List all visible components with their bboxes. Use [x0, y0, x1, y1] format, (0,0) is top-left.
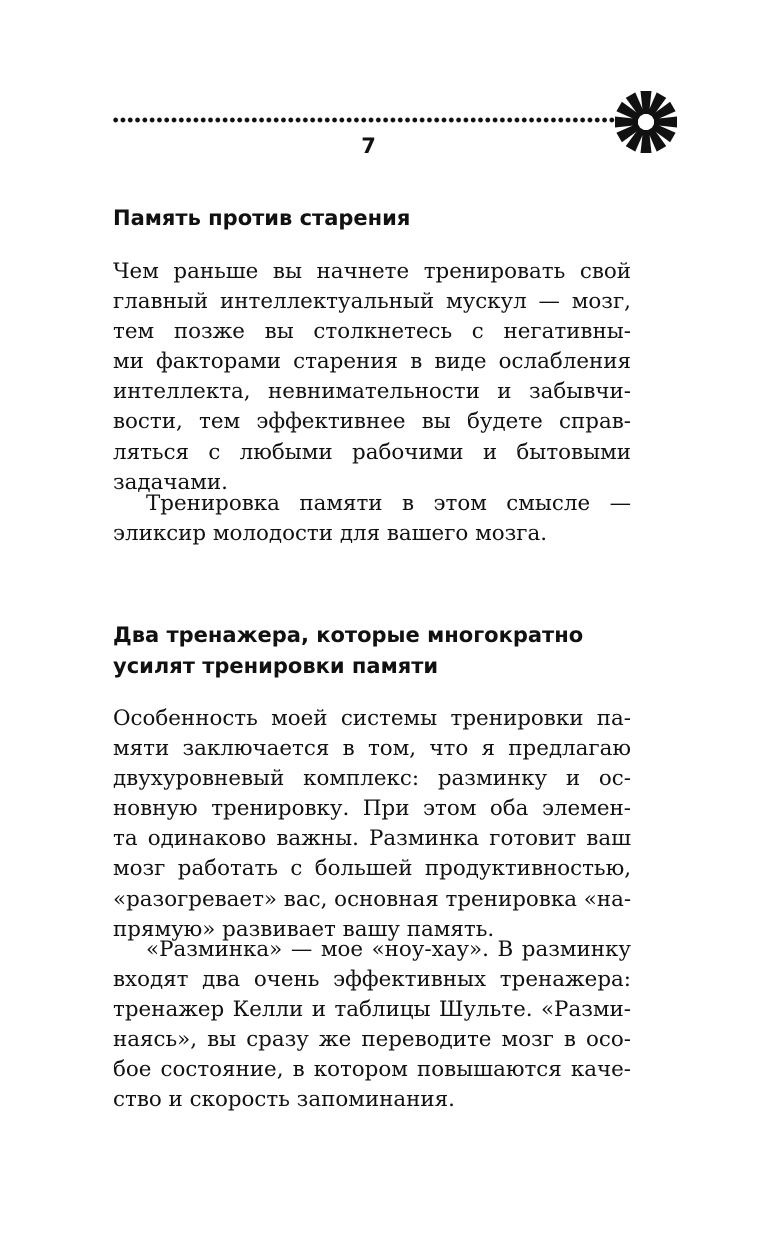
text-line: интеллекта, невнимательности и забывчи- — [113, 379, 631, 405]
text-line: прямую» развивает вашу память. — [113, 916, 495, 942]
text-line: мяти заключается в том, что я предлагаю — [113, 736, 631, 762]
text-line: тем позже вы столкнетесь с негативны- — [113, 319, 631, 345]
page-number: 7 — [361, 134, 377, 158]
heading-line: усилят тренировки памяти — [113, 654, 439, 678]
text-line: бое состояние, в котором повышаются каче- — [113, 1057, 631, 1083]
section-heading — [113, 203, 673, 234]
text-line: тренажер Келли и таблицы Шульте. «Разми- — [113, 997, 631, 1023]
section-heading — [113, 620, 673, 682]
text-line: главный интеллектуальный мускул — мозг, — [113, 289, 631, 315]
paragraph — [113, 489, 631, 549]
paragraph — [113, 257, 631, 498]
text-line: ство и скорость запоминания. — [113, 1087, 455, 1113]
text-line: наясь», вы сразу же переводите мозг в осо- — [113, 1027, 631, 1053]
text-line: «разогревает» вас, основная тренировка «на- — [113, 886, 632, 912]
text-line: эликсир молодости для вашего мозга. — [113, 521, 548, 547]
text-line: та одинаково важны. Разминка готовит ваш — [113, 826, 631, 852]
text-line: входят два очень эффективных тренажера: — [113, 967, 631, 993]
text-line: новную тренировку. При этом оба элемен- — [113, 796, 631, 822]
text-line: Особенность моей системы тренировки па- — [113, 706, 631, 731]
text-line: задачами. — [113, 469, 228, 495]
paragraph — [113, 935, 631, 1116]
text-line: Чем раньше вы начнете тренировать свой — [113, 259, 631, 284]
heading-line: Память против старения — [113, 206, 411, 230]
text-line: ми факторами старения в виде ослабления — [113, 349, 631, 375]
text-line: вости, тем эффективнее вы будете справ- — [113, 409, 631, 435]
text-line: ляться с любыми рабочими и бытовыми — [113, 439, 631, 465]
text-line: двухуровневый комплекс: разминку и ос- — [113, 766, 631, 792]
heading-line: Два тренажера, которые многократно — [113, 623, 584, 647]
paragraph — [113, 704, 631, 945]
text-line: «Разминка» — мое «ноу-хау». В разминку — [146, 937, 631, 962]
text-line: мозг работать с большей продуктивностью, — [113, 856, 631, 882]
text-line: Тренировка памяти в этом смысле — — [146, 491, 631, 516]
dotted-rule — [112, 117, 620, 123]
